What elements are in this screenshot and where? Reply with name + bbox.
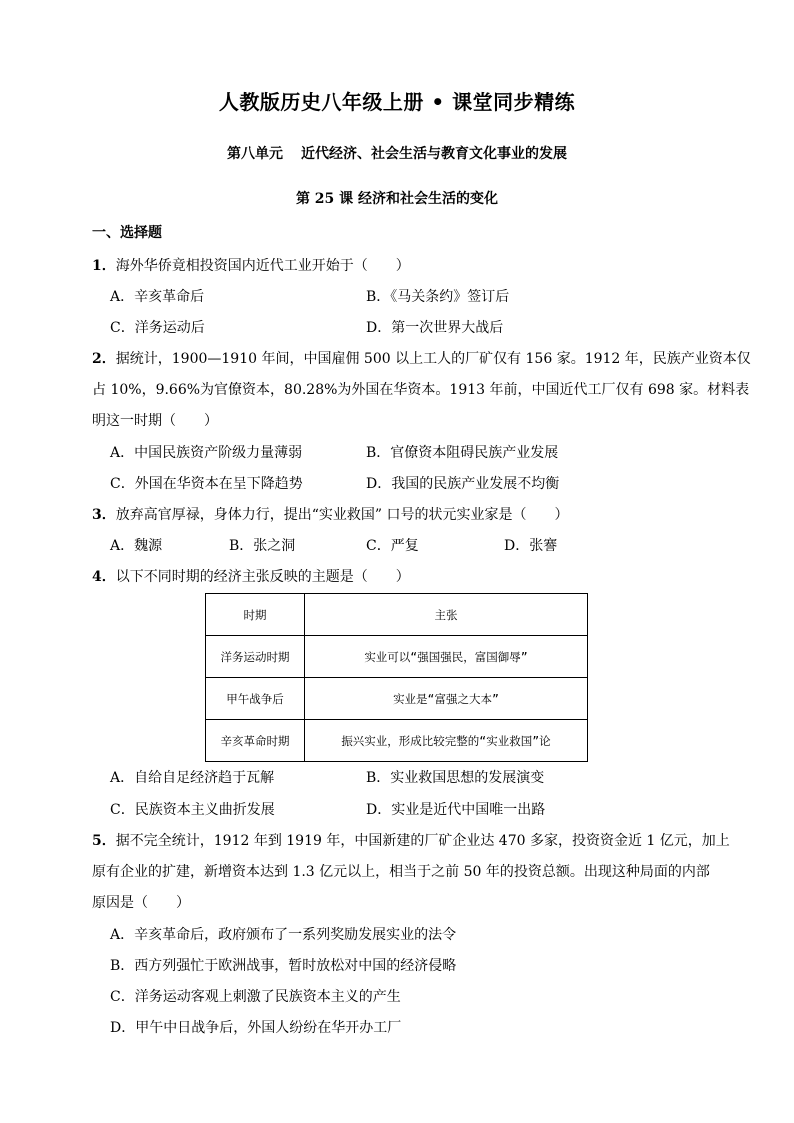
question-2-stem-line-1 — [92, 349, 751, 369]
policy-table — [205, 593, 588, 762]
question-5-stem-line-2: 原有企业的扩建，新增资本达到 1.3 亿元以上，相当于之前 50 年的投资总额。出现这种局面的内部 — [92, 864, 710, 880]
q1-option-d[interactable]: D．第一次世界大战后 — [366, 320, 504, 336]
q3-option-d[interactable]: D．张謇 — [504, 538, 558, 554]
question-2-stem-line-3: 明这一时期（ ） — [92, 413, 218, 429]
q2-option-c[interactable]: C．外国在华资本在呈下降趋势 — [110, 476, 303, 492]
question-2-text-1: 据统计，1900—1910 年间，中国雇佣 500 以上工人的厂矿仅有 156 家。1912 年，民族产业资本仅 — [115, 351, 751, 367]
table-header-row — [206, 594, 588, 636]
q4-option-b[interactable]: B．实业救国思想的发展演变 — [366, 770, 545, 786]
q2-option-a[interactable]: A．中国民族资产阶级力量薄弱 — [110, 445, 303, 461]
question-3-stem — [92, 505, 569, 525]
q5-option-b[interactable]: B．西方列强忙于欧洲战事，暂时放松对中国的经济侵略 — [110, 958, 457, 974]
question-1-stem — [92, 256, 410, 276]
q5-option-d[interactable]: D．甲午中日战争后，外国人纷纷在华开办工厂 — [110, 1020, 402, 1036]
question-5-number: 5． — [92, 833, 116, 849]
question-1-number: 1． — [92, 258, 116, 274]
question-3-number: 3． — [92, 507, 116, 523]
table-row — [206, 720, 588, 762]
table-cell-period: 甲午战争后 — [206, 678, 305, 720]
q3-option-c[interactable]: C．严复 — [366, 538, 419, 554]
table-row — [206, 636, 588, 678]
unit-number: 第八单元 — [227, 146, 283, 162]
question-2-stem-line-2: 占 10%，9.66%为官僚资本，80.28%为外国在华资本。1913 年前，中国近代工厂仅有 698 家。材料表 — [92, 382, 750, 398]
q1-option-a[interactable]: A．辛亥革命后 — [110, 289, 205, 305]
unit-heading — [0, 143, 794, 163]
unit-title: 近代经济、社会生活与教育文化事业的发展 — [301, 146, 567, 162]
table-header-period: 时期 — [206, 594, 305, 636]
question-3-text: 放弃高官厚禄，身体力行，提出“实业救国” 口号的状元实业家是（ ） — [115, 507, 569, 523]
question-2-number: 2． — [92, 351, 116, 367]
q4-option-c[interactable]: C．民族资本主义曲折发展 — [110, 802, 275, 818]
q1-option-c[interactable]: C．洋务运动后 — [110, 320, 205, 336]
table-cell-period: 洋务运动时期 — [206, 636, 305, 678]
q4-option-a[interactable]: A．自给自足经济趋于瓦解 — [110, 770, 275, 786]
q2-option-b[interactable]: B．官僚资本阻碍民族产业发展 — [366, 445, 559, 461]
q5-option-a[interactable]: A．辛亥革命后，政府颁布了一系列奖励发展实业的法令 — [110, 927, 457, 943]
question-4-stem — [92, 567, 410, 587]
table-header-policy: 主张 — [305, 594, 588, 636]
table-cell-policy: 振兴实业，形成比较完整的“实业救国”论 — [305, 720, 588, 762]
section-heading: 一、选择题 — [92, 225, 162, 241]
question-5-text-1: 据不完全统计，1912 年到 1919 年，中国新建的厂矿企业达 470 多家，投资资金近 1 亿元，加上 — [115, 833, 730, 849]
q3-option-b[interactable]: B．张之洞 — [229, 538, 296, 554]
table-row — [206, 678, 588, 720]
lesson-heading: 第 25 课 经济和社会生活的变化 — [295, 191, 499, 207]
q4-option-d[interactable]: D．实业是近代中国唯一出路 — [366, 802, 546, 818]
question-4-number: 4． — [92, 569, 116, 585]
question-4-text: 以下不同时期的经济主张反映的主题是（ ） — [115, 569, 410, 585]
q2-option-d[interactable]: D．我国的民族产业发展不均衡 — [366, 476, 560, 492]
q5-option-c[interactable]: C．洋务运动客观上刺激了民族资本主义的产生 — [110, 989, 401, 1005]
q1-option-b[interactable]: B．《马关条约》签订后 — [366, 289, 510, 305]
question-5-stem-line-3: 原因是（ ） — [92, 895, 190, 911]
table-cell-policy: 实业是“富强之大本” — [305, 678, 588, 720]
table-cell-period: 辛亥革命时期 — [206, 720, 305, 762]
document-title: 人教版历史八年级上册 • 课堂同步精练 — [218, 90, 576, 114]
q3-option-a[interactable]: A．魏源 — [110, 538, 163, 554]
question-5-stem-line-1 — [92, 831, 730, 851]
table-cell-policy: 实业可以“强国强民，富国御辱” — [305, 636, 588, 678]
question-1-text: 海外华侨竟相投资国内近代工业开始于（ ） — [115, 258, 410, 274]
